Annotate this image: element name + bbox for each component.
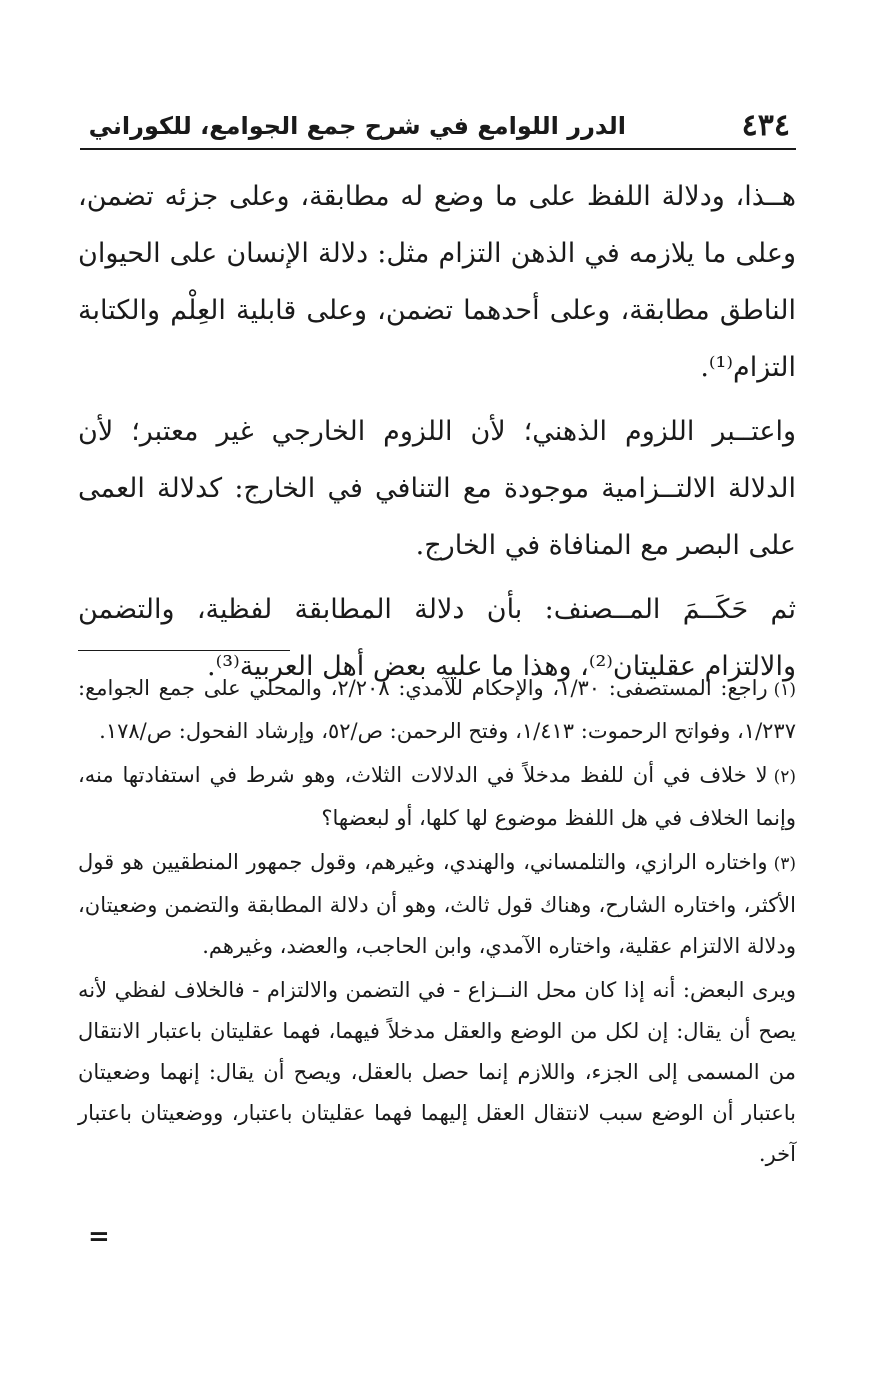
footnote-mark: (١) bbox=[773, 680, 797, 700]
continuation-mark: = bbox=[88, 1222, 110, 1252]
footnotes bbox=[78, 668, 796, 1175]
paragraph: ثم حَكَــمَ المــصنف: بأن دلالة المطابقة لفظية، والتضمن والالتزام عقليتان⁽²⁾، وهذا ما عليه بعض أهل العربية⁽³⁾. bbox=[78, 594, 796, 682]
header-rule bbox=[80, 148, 796, 150]
footnote-3 bbox=[78, 842, 796, 967]
footnote-separator bbox=[78, 650, 290, 651]
footnote-1 bbox=[78, 668, 796, 752]
footnote-2 bbox=[78, 755, 796, 839]
footnote-3-continuation bbox=[78, 970, 796, 1175]
running-title: الدرر اللوامع في شرح جمع الجوامع، للكوراني bbox=[88, 112, 626, 140]
footnote-text: راجع: المستصفى: ١/٣٠، والإحكام للآمدي: ٢/٢٠٨، والمحلي على جمع الجوامع: ١/٢٣٧، وفواتح الرحموت: ١/٤١٣، وفتح الرحمن: ص/٥٢، وإرشاد الفحول: ص/١٧٨. bbox=[78, 676, 796, 743]
footnote-text: واختاره الرازي، والتلمساني، والهندي، وغيرهم، وقول جمهور المنطقيين هو قول الأكثر، واختاره الشارح، وهناك قول ثالث، وهو أن دلالة المطابقة والتضمن وضعيتان، ودلالة الالتزام عقلية، واختاره الآمدي، وابن الحاجب، والعضد، وغيرهم. bbox=[78, 850, 796, 958]
main-text bbox=[78, 168, 796, 695]
book-page bbox=[78, 0, 796, 1377]
page-header bbox=[78, 106, 796, 146]
footnote-mark: (٢) bbox=[773, 767, 796, 787]
page-number: ٤٣٤ bbox=[741, 108, 790, 143]
paragraph: واعتــبر اللزوم الذهني؛ لأن اللزوم الخارجي غير معتبر؛ لأن الدلالة الالتــزامية موجودة مع التنافي في الخارج: كدلالة العمى على البصر مع المنافاة في الخارج. bbox=[78, 416, 796, 561]
footnote-text: لا خلاف في أن للفظ مدخلاً في الدلالات الثلاث، وهو شرط في استفادتها منه، وإنما الخلاف في هل اللفظ موضوع لها كلها، أو لبعضها؟ bbox=[78, 763, 796, 830]
footnote-text: ويرى البعض: أنه إذا كان محل النــزاع - في التضمن والالتزام - فالخلاف لفظي لأنه يصح أن يقال: إن لكل من الوضع والعقل مدخلاً فيهما، فهما عقليتان باعتبار الانتقال من المسمى إلى الجزء، واللازم إنما حصل بالعقل، ويصح أن يقال: إنهما وضعيتان باعتبار أن الوضع سبب لانتقال العقل إليهما فهما عقليتان باعتبار، ووضعيتان باعتبار آخر. bbox=[78, 978, 796, 1166]
footnote-mark: (٣) bbox=[773, 854, 796, 874]
paragraph: هــذا، ودلالة اللفظ على ما وضع له مطابقة، وعلى جزئه تضمن، وعلى ما يلازمه في الذهن التزام مثل: دلالة الإنسان على الحيوان الناطق مطابقة، وعلى أحدهما تضمن، وعلى قابلية العِلْم والكتابة التزام⁽¹⁾. bbox=[78, 181, 796, 383]
